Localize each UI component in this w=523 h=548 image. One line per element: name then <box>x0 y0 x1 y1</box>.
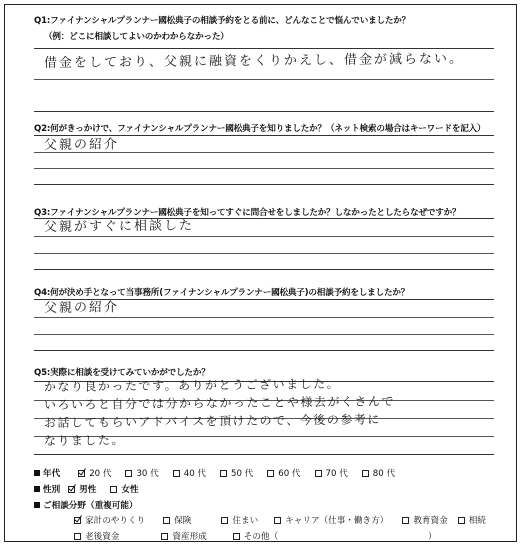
checkbox-checked-icon[interactable] <box>78 470 85 477</box>
q2-answer: 父親の紹介 <box>43 137 120 153</box>
checkbox-icon[interactable] <box>125 470 132 477</box>
checkbox-icon[interactable] <box>163 517 170 524</box>
checkbox-icon[interactable] <box>362 470 369 477</box>
checkbox-icon[interactable] <box>267 470 274 477</box>
checkbox-icon[interactable] <box>458 517 465 524</box>
answer-line <box>34 317 494 318</box>
field-option-insurance[interactable]: 保険 <box>163 514 191 526</box>
gender-option-female[interactable]: 女性 <box>110 483 138 495</box>
fields-row-1 <box>74 514 486 526</box>
bullet-square-icon <box>34 470 40 476</box>
age-option-50[interactable]: 50 代 <box>220 467 253 479</box>
checkbox-icon[interactable] <box>161 533 168 540</box>
answer-line <box>34 253 494 254</box>
fields-label: ご相談分野（重複可能） <box>43 501 138 511</box>
field-option-other[interactable]: その他（ <box>233 530 278 542</box>
q4-answer: 父親の紹介 <box>43 300 120 316</box>
gender-option-male[interactable]: 男性 <box>68 483 96 495</box>
checkbox-icon[interactable] <box>233 533 240 540</box>
q4-title: Q4:何が決め手となって当事務所(ファイナンシャルプランナー國松典子)の相談予約をしましたか？ <box>34 288 410 298</box>
q5-answer-line: お話してもらいアドバイスを頂けたので、今後の参考に <box>43 412 381 430</box>
checkbox-icon[interactable] <box>402 517 409 524</box>
checkbox-icon[interactable] <box>221 517 228 524</box>
age-option-60[interactable]: 60 代 <box>267 467 300 479</box>
field-option-career[interactable]: キャリア（仕事・働き方） <box>274 514 388 526</box>
field-option-education[interactable]: 教育資金 <box>402 514 447 526</box>
q1-answer: 借金をしており、父親に融資をくりかえし、借金が減らない。 <box>43 51 465 71</box>
field-option-inheritance[interactable]: 相続 <box>458 514 486 526</box>
q3-answer: 父親がすぐに相談した <box>43 218 195 235</box>
checkbox-icon[interactable] <box>173 470 180 477</box>
answer-line <box>34 168 494 169</box>
answer-line <box>34 236 494 237</box>
gender-row <box>34 483 153 495</box>
age-option-20[interactable]: 20 代 <box>78 467 111 479</box>
checkbox-icon[interactable] <box>220 470 227 477</box>
q5-answer-line: いろいろと自分では分からなかったことや様去がくさんで <box>43 394 396 412</box>
age-option-40[interactable]: 40 代 <box>173 467 206 479</box>
age-option-30[interactable]: 30 代 <box>125 467 158 479</box>
checkbox-checked-icon[interactable] <box>68 486 75 493</box>
checkbox-icon[interactable] <box>110 486 117 493</box>
q5-answer-line: かなり良かったです。ありがとうございました。 <box>43 376 341 394</box>
field-option-household[interactable]: 家計のやりくり <box>74 514 145 526</box>
checkbox-icon[interactable] <box>74 533 81 540</box>
checkbox-checked-icon[interactable] <box>74 517 81 524</box>
q1-example: （例：どこに相談してよいのかわからなかった） <box>44 32 229 42</box>
field-option-housing[interactable]: 住まい <box>221 514 258 526</box>
q1-title: Q1:ファイナンシャルプランナー國松典子の相談予約をとる前に、どんなことで悩んでいましたか？ <box>34 16 411 26</box>
fields-row-2 <box>74 530 451 542</box>
age-row <box>34 467 409 479</box>
q2-title: Q2:何がきっかけで、ファイナンシャルプランナー國松典子を知りましたか？（ネット検索の場合はキーワードを記入） <box>34 124 486 134</box>
checkbox-icon[interactable] <box>274 517 281 524</box>
q3-title: Q3:ファイナンシャルプランナー國松典子を知ってすぐに問合せをしましたか？しなかったとしたらなぜですか？ <box>34 208 461 218</box>
age-option-80[interactable]: 80 代 <box>362 467 395 479</box>
field-option-retirement[interactable]: 老後資金 <box>74 530 119 542</box>
q5-answer-line: なりました。 <box>43 433 126 448</box>
answer-line <box>34 334 494 335</box>
checkbox-icon[interactable] <box>315 470 322 477</box>
field-option-assets[interactable]: 資産形成 <box>161 530 206 542</box>
age-option-70[interactable]: 70 代 <box>315 467 348 479</box>
bullet-square-icon <box>34 502 40 508</box>
other-close-paren: ） <box>428 532 437 542</box>
answer-line <box>34 79 494 80</box>
fields-header <box>34 499 138 511</box>
age-label: 年代 <box>43 469 61 479</box>
gender-label: 性別 <box>43 485 61 495</box>
q5-title: Q5:実際に相談を受けてみていかがでしたか？ <box>34 368 210 378</box>
bullet-square-icon <box>34 486 40 492</box>
